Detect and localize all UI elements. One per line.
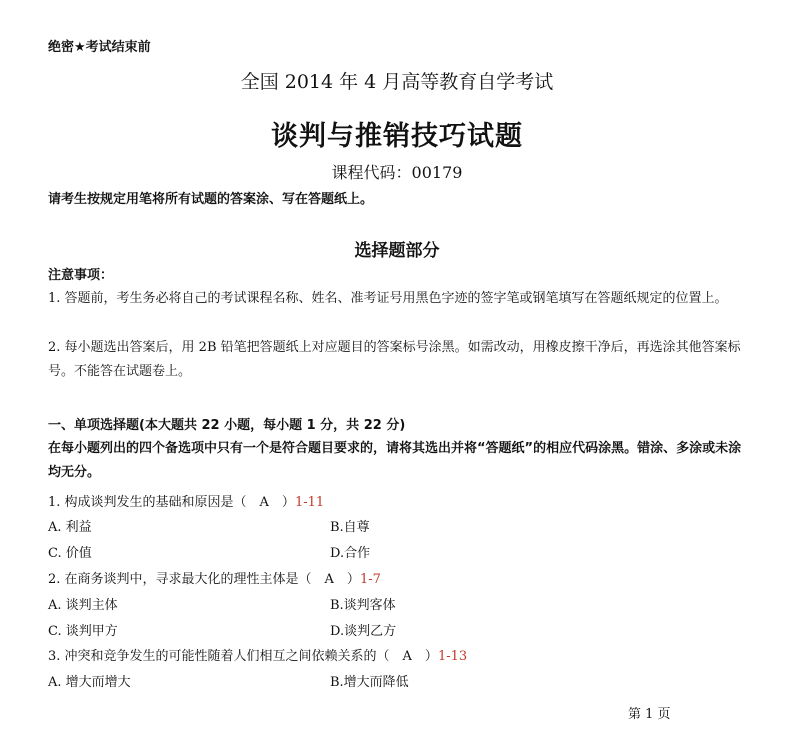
option-d: D.谈判乙方	[330, 624, 397, 639]
exam-title: 全国 2014 年 4 月高等教育自学考试	[240, 71, 554, 93]
question-stem	[48, 491, 324, 510]
option-a: A. 增大而增大	[48, 675, 131, 690]
section-title: 选择题部分	[354, 241, 440, 261]
paper-title: 谈判与推销技巧试题	[271, 121, 523, 152]
course-code: 课程代码：00179	[331, 163, 463, 182]
note-item: 1. 答题前，考生务必将自己的考试课程名称、姓名、准考证号用黑色字迹的签字笔或钢笔填写在答题纸规定的位置上。	[48, 291, 728, 306]
question-text: 1. 构成谈判发生的基础和原因是（ A ）	[48, 495, 295, 510]
option-b: B.增大而降低	[330, 675, 409, 690]
question-stem	[48, 568, 381, 587]
option-a: A. 利益	[48, 520, 92, 535]
part-description: 在每小题列出的四个备选项中只有一个是符合题目要求的，请将其选出并将“答题纸”的相应代码涂黑。错涂、多涂或未涂均无分。	[48, 441, 742, 480]
option-d: D.合作	[330, 546, 371, 561]
option-b: B.自尊	[330, 520, 370, 535]
question-stem	[48, 645, 467, 664]
notes-heading: 注意事项：	[48, 268, 114, 283]
option-a: A. 谈判主体	[48, 598, 118, 613]
question-text: 2. 在商务谈判中，寻求最大化的理性主体是（ A ）	[48, 572, 360, 587]
page-number: 第 1 页	[628, 707, 671, 722]
question-ref: 1-7	[359, 572, 381, 587]
instruction-text: 请考生按规定用笔将所有试题的答案涂、写在答题纸上。	[48, 192, 374, 207]
secret-mark: 绝密★考试结束前	[48, 40, 151, 55]
option-c: C. 价值	[48, 546, 92, 561]
note-item: 2. 每小题选出答案后，用 2B 铅笔把答题纸上对应题目的答案标号涂黑。如需改动，用橡皮擦干净后，再选涂其他答案标号。不能答在试题卷上。	[48, 340, 741, 379]
question-text: 3. 冲突和竞争发生的可能性随着人们相互之间依赖关系的（ A ）	[48, 649, 438, 664]
option-b: B.谈判客体	[330, 598, 396, 613]
option-c: C. 谈判甲方	[48, 624, 118, 639]
question-ref: 1-11	[294, 495, 325, 510]
question-ref: 1-13	[437, 649, 468, 664]
part-heading: 一、单项选择题(本大题共 22 小题，每小题 1 分，共 22 分)	[48, 418, 406, 433]
